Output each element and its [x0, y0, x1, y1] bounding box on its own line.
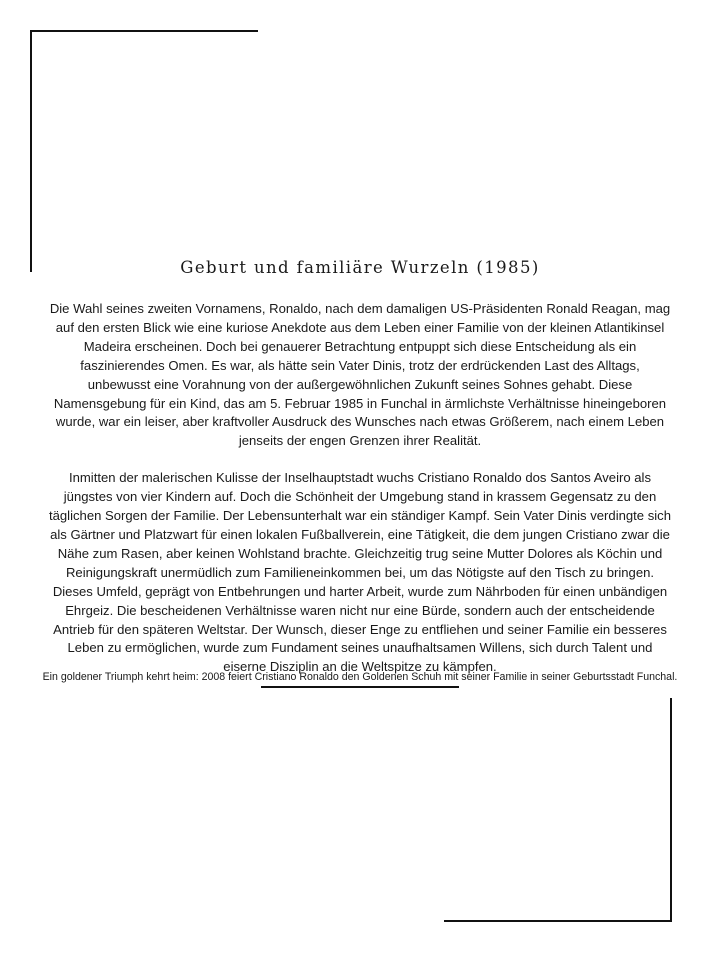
bottom-right-corner-frame: [444, 698, 672, 922]
paragraph-second: Inmitten der malerischen Kulisse der Inselhauptstadt wuchs Cristiano Ronaldo dos Santos Aveiro als jüngstes von vier Kindern auf. Doch die Schönheit der Umgebung stand in krassem Gegensatz zu den täglichen Sorgen der Familie. Der Lebensunterhalt war ein ständiger Kampf. Sein Vater Dinis verdingte sich als Gärtner und Platzwart für einen lokalen Fußballverein, eine Tätigkeit, die dem jungen Cristiano zwar die Nähe zum Rasen, aber keinen Wohlstand brachte. Gleichzeitig trug seine Mutter Dolores als Köchin und Reinigungskraft unermüdlich zum Familieneinkommen bei, um das Nötigste auf den Tisch zu bringen. Dieses Umfeld, geprägt von Entbehrungen und harter Arbeit, wurde zum Nährboden für einen unbändigen Ehrgeiz. Die bescheidenen Verhältnisse waren nicht nur eine Bürde, sondern auch der entscheidende Antrieb für den späteren Weltstar. Der Wunsch, dieser Enge zu entfliehen und seiner Familie ein besseres Leben zu ermöglichen, wurde zum Fundament seines unaufhaltsamen Willens, sich durch Talent und eiserne Disziplin an die Weltspitze zu kämpfen.: [48, 470, 672, 675]
image-caption: Ein goldener Triumph kehrt heim: 2008 feiert Cristiano Ronaldo den Goldenen Schuh mit seiner Familie in seiner Geburtsstadt Funchal.: [42, 671, 678, 683]
paragraph-first: Die Wahl seines zweiten Vornamens, Ronaldo, nach dem damaligen US-Präsidenten Ronald Reagan, mag auf den ersten Blick wie eine kuriose Anekdote aus dem Leben einer Familie von der kleinen Atlantikinsel Madeira erscheinen. Doch bei genauerer Betrachtung entpuppt sich diese Entscheidung als ein faszinierendes Omen. Es war, als hätte sein Vater Dinis, trotz der erdrückenden Last des Alltags, unbewusst eine Vorahnung von der außergewöhnlichen Zukunft seines Sohnes gehabt. Diese Namensgebung für ein Kind, das am 5. Februar 1985 in Funchal in ärmlichste Verhältnisse hineingeboren wurde, war ein leiser, aber kraftvoller Ausdruck des Wunsches nach etwas Größerem, nach einem Leben jenseits der engen Grenzen ihrer Realität.: [49, 301, 671, 449]
article-body: [48, 258, 672, 688]
top-left-corner-frame: [30, 30, 258, 272]
section-heading: Geburt und familiäre Wurzeln (1985): [180, 258, 540, 277]
